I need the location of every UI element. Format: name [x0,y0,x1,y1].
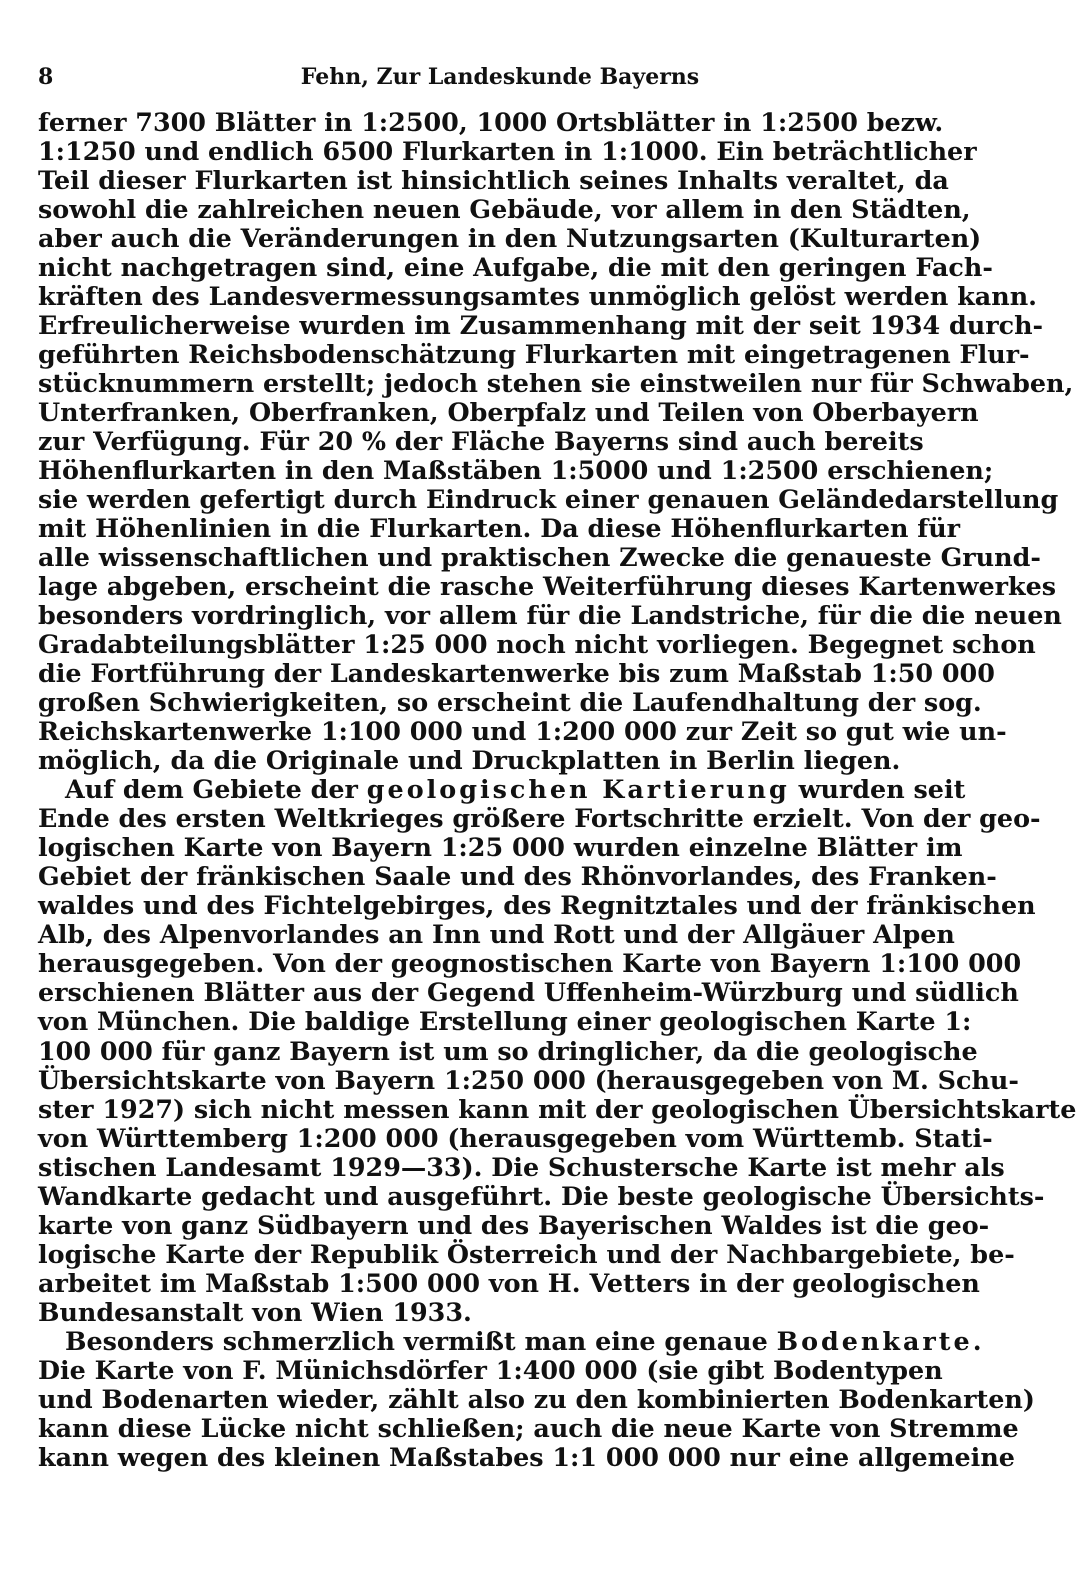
page-header [38,64,962,96]
text-line: Alb, des Alpenvorlandes an Inn und Rott und der Allgäuer Alpen [38,919,955,950]
text-line: karte von ganz Südbayern und des Bayerischen Waldes ist die geo- [38,1209,990,1240]
text-line: stücknummern erstellt; jedoch stehen sie einstweilen nur für Schwaben, [38,368,1074,399]
text-line: logische Karte der Republik Österreich und der Nachbargebiete, be- [38,1238,1015,1269]
text-line: besonders vordringlich, vor allem für die Landstriche, für die die neuen [38,600,1062,631]
text-line: Ende des ersten Weltkrieges größere Fortschritte erzielt. Von der geo- [38,803,1041,834]
text-line [38,1325,985,1356]
text-line: arbeitet im Maßstab 1:500 000 von H. Vetters in der geologischen [38,1267,980,1298]
text-line: waldes und des Fichtelgebirges, des Regnitztales und der fränkischen [38,890,1036,921]
text-line: Bundesanstalt von Wien 1933. [38,1296,472,1327]
text-line: ster 1927) sich nicht messen kann mit der geologischen Übersichtskarte [38,1093,1076,1124]
text-line: sowohl die zahlreichen neuen Gebäude, vor allem in den Städten, [38,194,971,225]
text-line: ferner 7300 Blätter in 1:2500, 1000 Ortsblätter in 1:2500 bezw. [38,107,944,137]
page-number: 8 [38,64,54,90]
paragraph [38,107,1074,776]
text-run: Besonders schmerzlich vermißt man eine genaue [65,1325,768,1356]
paragraph [38,774,1076,1327]
text-line: Übersichtskarte von Bayern 1:250 000 (herausgegeben von M. Schu- [38,1064,1019,1095]
text-line: Erfreulicherweise wurden im Zusammenhang mit der seit 1934 durch- [38,310,1044,341]
text-line: mit Höhenlinien in die Flurkarten. Da diese Höhenflurkarten für [38,513,961,544]
text-line: Gradabteilungsblätter 1:25 000 noch nicht vorliegen. Begegnet schon [38,629,1036,660]
text-line: möglich, da die Originale und Druckplatten in Berlin liegen. [38,745,901,776]
text-line [38,774,966,805]
text-line: erschienen Blätter aus der Gegend Uffenheim-Würzburg und südlich [38,977,1019,1008]
text-line: Teil dieser Flurkarten ist hinsichtlich seines Inhalts veraltet, da [38,165,949,196]
text-line: großen Schwierigkeiten, so erscheint die Laufendhaltung der sog. [38,687,982,718]
text-line: Gebiet der fränkischen Saale und des Rhönvorlandes, des Franken- [38,861,997,892]
text-line: 1:1250 und endlich 6500 Flurkarten in 1:1000. Ein beträchtlicher [38,136,977,167]
emphasized-term: Bodenkarte. [776,1325,985,1356]
text-line: Die Karte von F. Münichsdörfer 1:400 000 (sie gibt Bodentypen [38,1354,943,1385]
text-line: logischen Karte von Bayern 1:25 000 wurden einzelne Blätter im [38,832,963,863]
running-head: Fehn, Zur Landeskunde Bayerns [300,64,700,90]
text-line: geführten Reichsbodenschätzung Flurkarten mit eingetragenen Flur- [38,339,1030,370]
text-line: kann diese Lücke nicht schließen; auch die neue Karte von Stremme [38,1412,1019,1443]
text-line: aber auch die Veränderungen in den Nutzungsarten (Kulturarten) [38,223,982,254]
text-run: wurden seit [798,774,966,805]
paragraph [38,1325,1035,1472]
text-line: Wandkarte gedacht und ausgeführt. Die beste geologische Übersichts- [38,1180,1045,1211]
text-line: 100 000 für ganz Bayern ist um so dringlicher, da die geologische [38,1035,978,1066]
text-line: Unterfranken, Oberfranken, Oberpfalz und Teilen von Oberbayern [38,397,979,428]
text-run: Auf dem Gebiete der [65,774,358,805]
text-line: alle wissenschaftlichen und praktischen Zwecke die genaueste Grund- [38,542,1041,573]
emphasized-term: geologischen Kartierung [366,774,790,805]
text-line: zur Verfügung. Für 20 % der Fläche Bayerns sind auch bereits [38,426,924,457]
text-line: Reichskartenwerke 1:100 000 und 1:200 000 zur Zeit so gut wie un- [38,716,1007,747]
text-line: stischen Landesamt 1929—33). Die Schustersche Karte ist mehr als [38,1151,1005,1182]
body-text [38,107,1076,1472]
text-line: herausgegeben. Von der geognostischen Karte von Bayern 1:100 000 [38,948,1022,979]
text-line: sie werden gefertigt durch Eindruck einer genauen Geländedarstellung [38,484,1059,515]
text-line: von München. Die baldige Erstellung einer geologischen Karte 1: [38,1006,972,1037]
text-line: von Württemberg 1:200 000 (herausgegeben vom Württemb. Stati- [38,1122,993,1153]
text-line: nicht nachgetragen sind, eine Aufgabe, die mit den geringen Fach- [38,252,993,283]
text-line: und Bodenarten wieder, zählt also zu den kombinierten Bodenkarten) [38,1383,1035,1414]
text-line: lage abgeben, erscheint die rasche Weiterführung dieses Kartenwerkes [38,571,1057,602]
text-line: Höhenflurkarten in den Maßstäben 1:5000 und 1:2500 erschienen; [38,455,994,486]
text-line: kräften des Landesvermessungsamtes unmöglich gelöst werden kann. [38,281,1038,312]
text-line: die Fortführung der Landeskartenwerke bis zum Maßstab 1:50 000 [38,658,995,689]
text-line: kann wegen des kleinen Maßstabes 1:1 000 000 nur eine allgemeine [38,1441,1015,1472]
